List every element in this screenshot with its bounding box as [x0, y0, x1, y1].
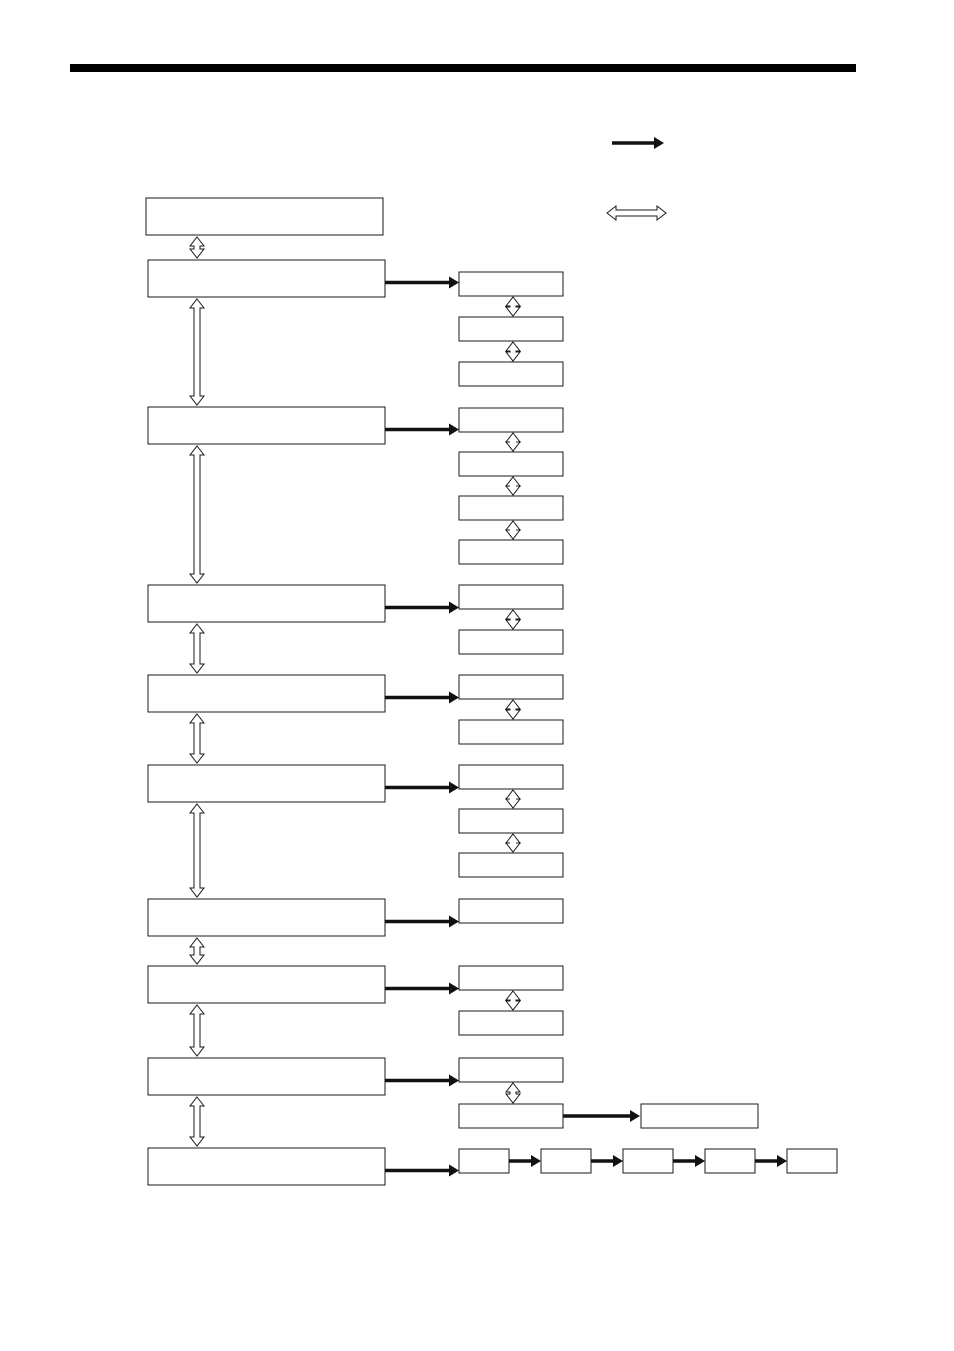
sub-step-arrow-icon [506, 477, 520, 495]
branch-arrow-icon-head [449, 1075, 459, 1087]
sub-step-arrow-icon [506, 433, 520, 451]
menu-box [148, 966, 385, 1003]
sub-box [459, 585, 563, 609]
extra-box [641, 1104, 758, 1128]
legend-double-hollow-arrow-icon [607, 206, 666, 220]
chain-box [787, 1149, 837, 1173]
sub-box [459, 966, 563, 990]
branch-arrow-icon-head [449, 1165, 459, 1177]
sub-box [459, 1104, 563, 1128]
menu-box [148, 1058, 385, 1095]
sub-box [459, 853, 563, 877]
menu-box [148, 765, 385, 802]
branch-arrow-icon-head [449, 782, 459, 794]
sub-box [459, 272, 563, 296]
top-box [146, 198, 383, 235]
sub-step-arrow-icon [506, 297, 520, 316]
sub-step-arrow-icon [506, 1083, 520, 1103]
branch-arrow-icon-head [449, 916, 459, 928]
menu-box [148, 585, 385, 622]
chain-arrow-icon-head [613, 1155, 623, 1167]
sub-step-arrow-icon [506, 521, 520, 539]
branch-arrow-icon-head [449, 983, 459, 995]
chain-arrow-icon-head [531, 1155, 541, 1167]
branch-arrow-icon-head [449, 424, 459, 436]
menu-box [148, 407, 385, 444]
menu-box [148, 675, 385, 712]
chain-box [705, 1149, 755, 1173]
step-arrow-icon [190, 624, 204, 673]
chain-arrow-icon-head [777, 1155, 787, 1167]
sub-box [459, 496, 563, 520]
sub-box [459, 1011, 563, 1035]
sub-box [459, 809, 563, 833]
sub-step-arrow-icon [506, 790, 520, 808]
step-arrow-icon [190, 299, 204, 405]
sub-box [459, 408, 563, 432]
step-arrow-icon [190, 237, 204, 258]
header-rule [70, 64, 856, 72]
sub-box [459, 362, 563, 386]
chain-box [623, 1149, 673, 1173]
chain-box [459, 1149, 509, 1173]
sub-step-arrow-icon [506, 991, 520, 1010]
chain-box [541, 1149, 591, 1173]
step-arrow-icon [190, 938, 204, 964]
sub-box [459, 452, 563, 476]
step-arrow-icon [190, 446, 204, 583]
menu-box [148, 1148, 385, 1185]
sub-box [459, 720, 563, 744]
sub-box [459, 317, 563, 341]
sub-box [459, 540, 563, 564]
branch-arrow-icon-head [449, 692, 459, 704]
step-arrow-icon [190, 1005, 204, 1056]
sub-box [459, 630, 563, 654]
sub-step-arrow-icon [506, 834, 520, 852]
branch-arrow-icon-head [449, 277, 459, 289]
sub-box [459, 675, 563, 699]
sub-box [459, 765, 563, 789]
step-arrow-icon [190, 804, 204, 897]
sub-step-arrow-icon [506, 342, 520, 361]
menu-box [148, 899, 385, 936]
branch-arrow-icon-head [449, 602, 459, 614]
step-arrow-icon [190, 714, 204, 763]
chain-arrow-icon-head [695, 1155, 705, 1167]
branch-arrow-icon-head [630, 1110, 640, 1122]
sub-box [459, 899, 563, 923]
legend-solid-arrow-icon-head [654, 137, 664, 149]
sub-step-arrow-icon [506, 610, 520, 629]
step-arrow-icon [190, 1097, 204, 1146]
menu-box [148, 260, 385, 297]
sub-step-arrow-icon [506, 700, 520, 719]
sub-box [459, 1058, 563, 1082]
